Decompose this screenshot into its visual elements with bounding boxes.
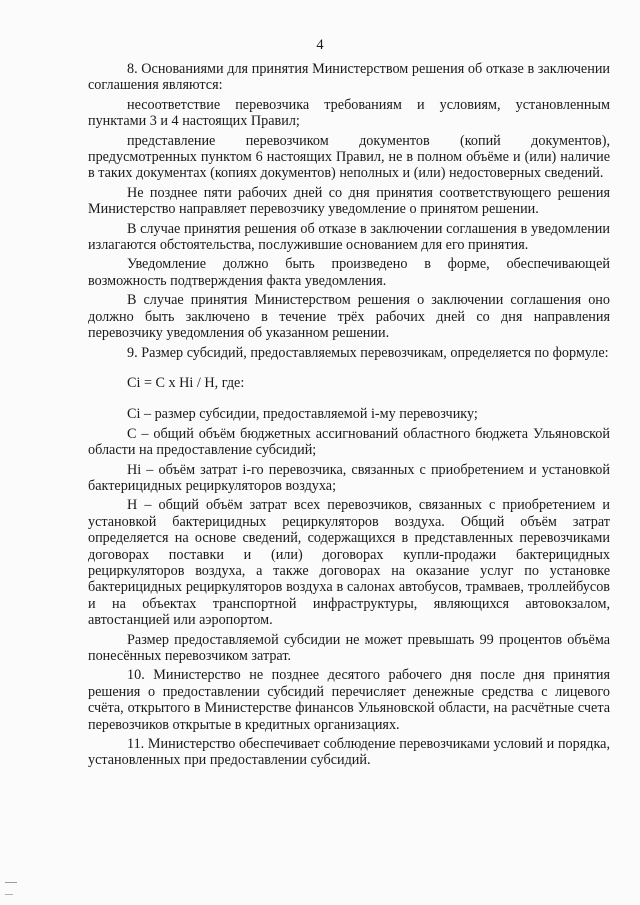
formula-def-h: H – общий объём затрат всех перевозчиков, связанных с приобретением и установкой бактерицидных рециркуляторов воздуха. Общий объём затрат определяется на основе сведений, содержащихся в представленных перевозчиками договорах поставки и (или) договорах купли-продажи бактерицидных рециркуляторов воздуха, а также договорах на оказание услуг по установке бактерицидных рециркуляторов воздуха в салонах автобусов, трамваев, троллейбусов и на объектах транспортной инфраструктуры, являющихся автовокзалом, автостанцией или аэропортом.: [88, 497, 610, 629]
formula-def-ci: Ci – размер субсидии, предоставляемой i-му перевозчику;: [127, 406, 478, 423]
formula-def-c: С – общий объём бюджетных ассигнований областного бюджета Ульяновской области на предоставление субсидий;: [88, 425, 610, 459]
paragraph-refusal-notice: В случае принятия решения об отказе в заключении соглашения в уведомлении излагаются обстоятельства, послужившие основанием для его принятия.: [88, 220, 610, 254]
subsidy-formula: Ci = C x Hi / H, где:: [127, 374, 245, 391]
paragraph-agreement-term: В случае принятия Министерством решения о заключении соглашения оно должно быть заключено в течение трёх рабочих дней со дня направления перевозчику уведомления об указанном решении.: [88, 292, 610, 342]
paragraph-subsidy-limit: Размер предоставляемой субсидии не может превышать 99 процентов объёма понесённых перевозчиком затрат.: [88, 631, 610, 664]
paragraph-8-reason-1: несоответствие перевозчика требованиям и условиям, установленным пунктами 3 и 4 настоящих Правил;: [88, 96, 610, 130]
paragraph-notification-deadline: Не позднее пяти рабочих дней со дня принятия соответствующего решения Министерство направляет перевозчику уведомление о принятом решении.: [88, 184, 610, 218]
document-body: [88, 61, 610, 772]
page-number: 4: [316, 37, 324, 53]
formula-def-hi: Hi – объём затрат i-го перевозчика, связанных с приобретением и установкой бактерицидных рециркуляторов воздуха;: [88, 461, 610, 494]
scan-edge-mark: [5, 882, 17, 883]
paragraph-8-intro: 8. Основаниями для принятия Министерством решения об отказе в заключении соглашения являются:: [88, 61, 610, 94]
paragraph-notification-form: Уведомление должно быть произведено в форме, обеспечивающей возможность подтверждения факта уведомления.: [88, 256, 610, 289]
paragraph-9-intro: 9. Размер субсидий, предоставляемых перевозчикам, определяется по формуле:: [127, 344, 609, 361]
paragraph-10: 10. Министерство не позднее десятого рабочего дня после дня принятия решения о предоставлении субсидий перечисляет денежные средства с лицевого счёта, открытого в Министерстве финансов Ульяновской области, на расчётные счета перевозчиков открытые в кредитных организациях.: [88, 667, 610, 733]
paragraph-8-reason-2: представление перевозчиком документов (копий документов), предусмотренных пунктом 6 настоящих Правил, не в полном объёме и (или) наличие в таких документах (копиях документов) неполных и (или) недостоверных сведений.: [88, 132, 610, 182]
paragraph-11: 11. Министерство обеспечивает соблюдение перевозчиками условий и порядка, установленных при предоставлении субсидий.: [88, 736, 610, 769]
scan-edge-mark: [5, 894, 13, 895]
